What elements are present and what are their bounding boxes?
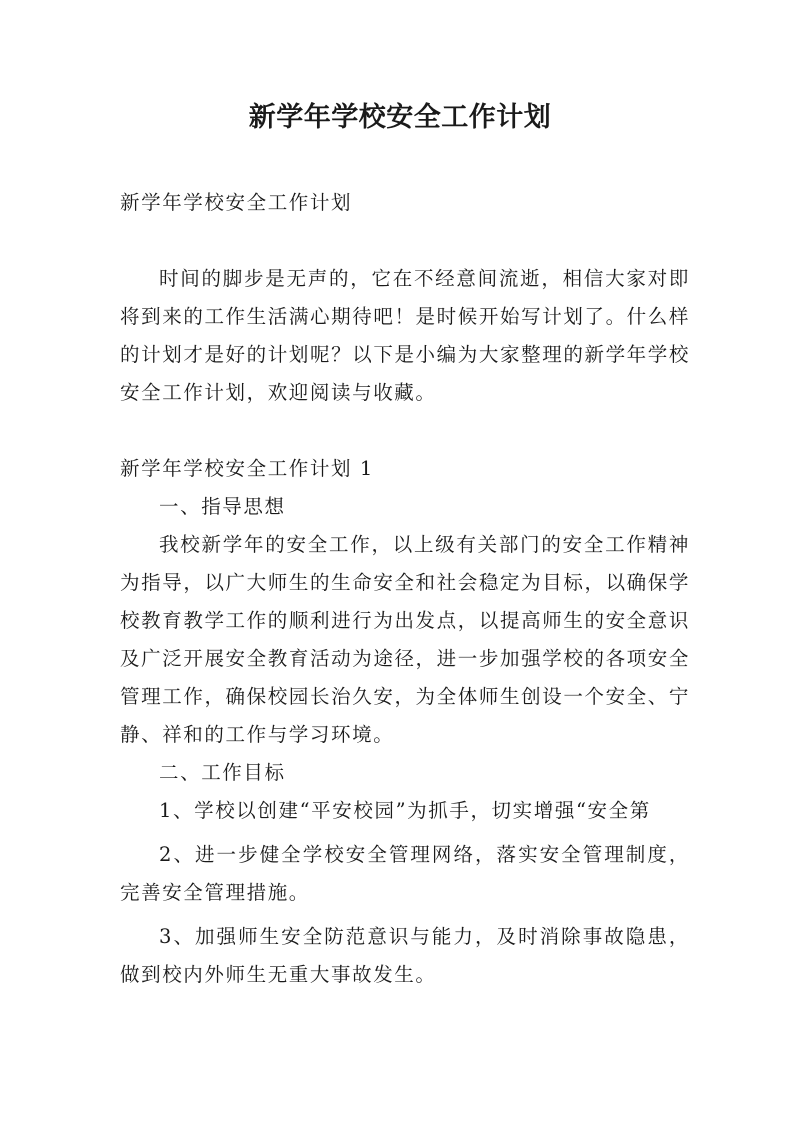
intro-paragraph: 时间的脚步是无声的，它在不经意间流逝，相信大家对即将到来的工作生活满心期待吧！是时候开始写计划了。什么样的计划才是好的计划呢？以下是小编为大家整理的新学年学校安全工作计划，欢迎阅读与收藏。	[120, 267, 690, 404]
section-heading-work-goals: 二、工作目标	[159, 761, 286, 784]
plan-heading: 新学年学校安全工作计划 1	[120, 457, 374, 480]
section-heading-guiding-ideology: 一、指导思想	[159, 495, 286, 518]
document-subtitle: 新学年学校安全工作计划	[120, 191, 353, 214]
goal-item-3: 3、加强师生安全防范意识与能力，及时消除事故隐患，做到校内外师生无重大事故发生。	[120, 925, 690, 986]
goal-item-2: 2、进一步健全学校安全管理网络，落实安全管理制度，完善安全管理措施。	[120, 843, 690, 904]
document-title: 新学年学校安全工作计划	[248, 102, 552, 133]
goal-item-1: 1、学校以创建“平安校园”为抓手，切实增强“安全第	[159, 799, 651, 822]
document-body	[120, 184, 690, 994]
section-paragraph-guiding-ideology: 我校新学年的安全工作，以上级有关部门的安全工作精神为指导，以广大师生的生命安全和社会稳定为目标，以确保学校教育教学工作的顺利进行为出发点，以提高师生的安全意识及广泛开展安全教育活动为途径，进一步加强学校的各项安全管理工作，确保校园长治久安，为全体师生创设一个安全、宁静、祥和的工作与学习环境。	[120, 533, 690, 746]
